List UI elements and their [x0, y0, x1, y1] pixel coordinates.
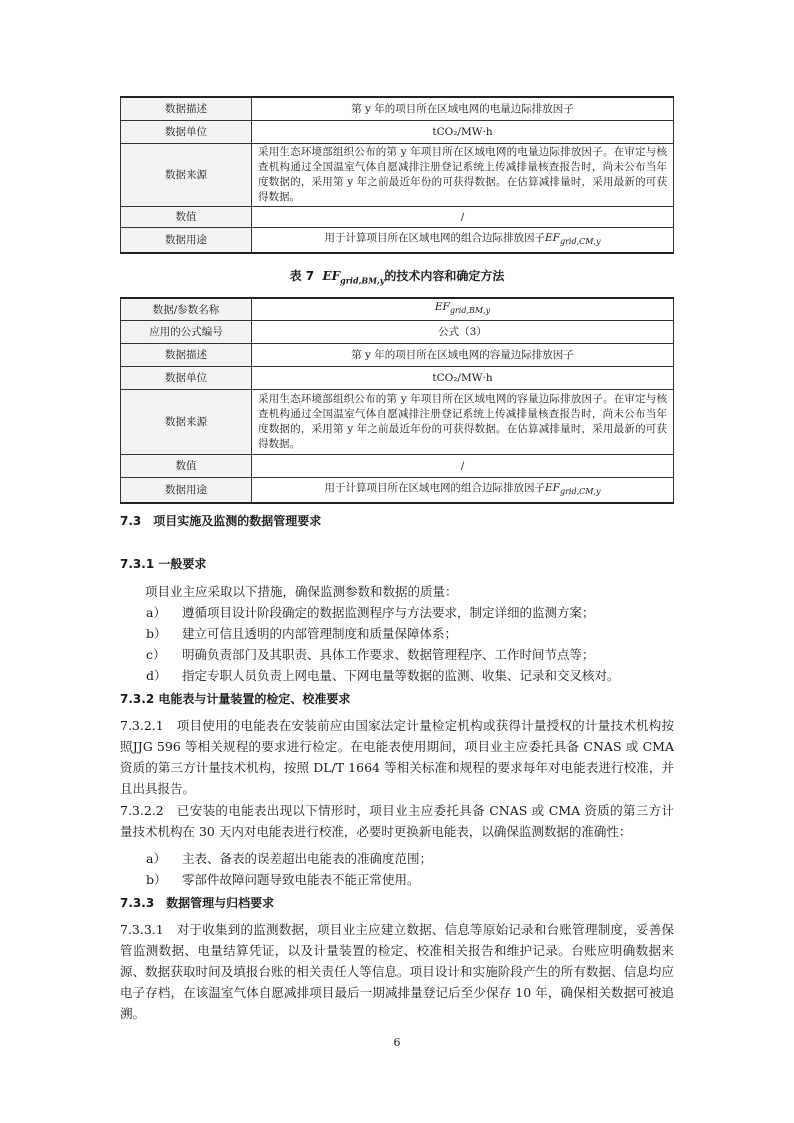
row-key: 数值 [121, 455, 252, 478]
usage-text: 用于计算项目所在区域电网的组合边际排放因子 [324, 231, 545, 244]
subsection-heading: 7.3.1 一般要求 [120, 557, 207, 571]
usage-text: 用于计算项目所在区域电网的组合边际排放因子 [324, 481, 545, 494]
list-item: d） 指定专职人员负责上网电量、下网电量等数据的监测、收集、记录和交叉核对。 [146, 668, 620, 683]
row-value: / [252, 455, 674, 478]
formula: $EF_{grid,CM,y}$ [545, 481, 601, 497]
list-item: c） 明确负责部门及其职责、具体工作要求、数据管理程序、工作时间节点等； [146, 647, 595, 662]
paragraph: 项目业主应采取以下措施，确保监测参数和数据的质量： [145, 584, 458, 599]
row-value: 公式（3） [252, 321, 674, 344]
page-number: 6 [393, 1036, 401, 1049]
table-7-caption: 表 7 $EF_{grid,BM,y}$的技术内容和确定方法 [289, 269, 505, 286]
row-key: 数据单位 [121, 121, 252, 144]
row-value-usage [252, 228, 674, 254]
row-key: 数据用途 [121, 228, 252, 254]
row-value: / [252, 207, 674, 228]
paragraph: 7.3.2.2 已安装的电能表出现以下情形时，项目业主应委托具备 CNAS 或 CMA 资质的第三方计量技术机构在 30 天内对电能表进行校准，必要时更换新电能表，以确保监测数据的准确性： [120, 803, 674, 839]
row-key: 应用的公式编号 [121, 321, 252, 344]
row-key: 数据来源 [121, 390, 252, 455]
list-item: b） 零部件故障问题导致电能表不能正常使用。 [146, 872, 420, 887]
row-key: 数据用途 [121, 478, 252, 504]
row-value: tCO₂/MW·h [252, 121, 674, 144]
paragraph: 7.3.3.1 对于收集到的监测数据，项目业主应建立数据、信息等原始记录和台账管理制度，妥善保管监测数据、电量结算凭证，以及计量装置的检定、校准相关报告和维护记录。台账应明确数据来源、数据获取时间及填报台账的相关责任人等信息。项目设计和实施阶段产生的所有数据、信息均应电子存档，在该温室气体自愿减排项目最后一期减排量登记后至少保存 10 年，确保相关数据可被追溯。 [120, 922, 674, 1021]
formula: $EF_{grid,CM,y}$ [545, 231, 601, 247]
table-6-continued [120, 96, 674, 254]
table-7 [120, 297, 674, 504]
subsection-heading: 7.3.2 电能表与计量装置的检定、校准要求 [120, 692, 351, 706]
subsection-heading: 7.3.3 数据管理与归档要求 [120, 896, 275, 910]
row-key: 数据描述 [121, 344, 252, 367]
list-item: a） 主表、备表的误差超出电能表的准确度范围； [146, 851, 433, 866]
row-value: 第 y 年的项目所在区域电网的容量边际排放因子 [252, 344, 674, 367]
row-key: 数据单位 [121, 367, 252, 390]
row-value: 采用生态环境部组织公布的第 y 年项目所在区域电网的电量边际排放因子。在审定与核查机构通过全国温室气体自愿减排注册登记系统上传减排量核查报告时，尚未公布当年度数据的，采用第 y 年之前最近年份的可获得数据。在估算减排量时，采用最新的可获得数据。 [252, 144, 674, 207]
formula: $EF_{grid,BM,y}$ [434, 301, 491, 316]
list-item: a） 遵循项目设计阶段确定的数据监测程序与方法要求，制定详细的监测方案； [146, 605, 595, 620]
row-value [252, 298, 674, 321]
row-value: 采用生态环境部组织公布的第 y 年项目所在区域电网的容量边际排放因子。在审定与核查机构通过全国温室气体自愿减排注册登记系统上传减排量核查报告时，尚未公布当年度数据的，采用第 y 年之前最近年份的可获得数据。在估算减排量时，采用最新的可获得数据。 [252, 390, 674, 455]
list-item: b） 建立可信且透明的内部管理制度和质量保障体系； [146, 626, 458, 641]
row-value-usage [252, 478, 674, 504]
paragraph: 7.3.2.1 项目使用的电能表在安装前应由国家法定计量检定机构或获得计量授权的计量技术机构按照JJG 596 等相关规程的要求进行检定。在电能表使用期间，项目业主应委托具备 CNAS 或 CMA 资质的第三方计量技术机构，按照 DL/T 1664 等相关标准和规程的要求每年对电能表进行校准，并且出具报告。 [120, 718, 674, 796]
row-key: 数据来源 [121, 144, 252, 207]
row-value: 第 y 年的项目所在区域电网的电量边际排放因子 [252, 97, 674, 121]
section-heading: 7.3 项目实施及监测的数据管理要求 [120, 514, 322, 528]
row-key: 数据描述 [121, 97, 252, 121]
row-key: 数据/参数名称 [121, 298, 252, 321]
row-value: tCO₂/MW·h [252, 367, 674, 390]
row-key: 数值 [121, 207, 252, 228]
clause-number: 7.3.2.1 [120, 718, 164, 733]
clause-number: 7.3.3.1 [120, 922, 164, 937]
clause-number: 7.3.2.2 [120, 803, 164, 818]
